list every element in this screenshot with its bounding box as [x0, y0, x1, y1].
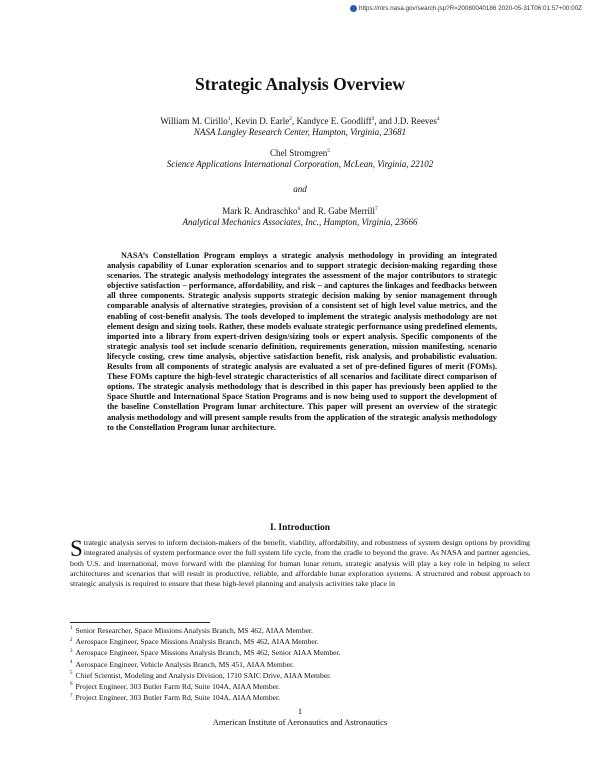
- footnote-text: Aerospace Engineer, Space Missions Analysis Branch, MS 462, Senior AIAA Member.: [75, 648, 341, 658]
- footnote-number: 6: [70, 682, 73, 688]
- author-separator: , and: [374, 116, 395, 126]
- footnote-number: 7: [70, 693, 73, 699]
- author-name: R. Gabe Merrill: [317, 206, 375, 216]
- author-line-2: [0, 148, 600, 158]
- affiliation-1: NASA Langley Research Center, Hampton, Virginia, 23681: [193, 127, 407, 137]
- footnote-text: Aerospace Engineer, Space Missions Analysis Branch, MS 462, AIAA Member.: [75, 637, 319, 647]
- paper-title: Strategic Analysis Overview: [195, 74, 405, 94]
- abstract: NASA’s Constellation Program employs a strategic analysis methodology in providing an integrated analysis capability of Lunar exploration scenarios and to support strategic decision-making regarding those scenarios. The strategic analysis methodology integrates the assessment of the major contributors to strategic objective satisfaction – performance, affordability, and risk – and captures the linkages and feedbacks between all three components. Strategic analysis supports strategic decision making by senior management through comparable analysis of alternative strategies, provision of a consistent set of high level value metrics, and the enabling of cost-benefit analysis. The tools developed to implement the strategic analysis methodology are not element design and sizing tools. Rather, these models evaluate strategic performance using predefined elements, imported into a library from expert-driven design/sizing tools or expert analysis. Specific components of the strategic analysis tool set include scenario definition, requirements generation, mission manifesting, scenario lifecycle costing, crew time analysis, objective satisfaction benefit, risk analysis, and probabilistic evaluation. Results from all components of strategic analysis are evaluated a set of pre-defined figures of merit (FOMs). These FOMs capture the high-level strategic characteristics of all scenarios and facilitate direct comparison of options. The strategic analysis methodology that is described in this paper has previously been applied to the Space Shuttle and International Space Station Programs and is now being used to support the development of the baseline Constellation Program lunar architecture. This paper will present an overview of the strategic analysis methodology and will present sample results from the application of the strategic analysis methodology to the Constellation Program lunar architecture.: [107, 251, 497, 432]
- author-separator: and: [300, 206, 318, 216]
- intro-paragraph: [70, 538, 530, 589]
- author-line-1: [0, 116, 600, 126]
- affiliation-2: Science Applications International Corporation, McLean, Virginia, 22102: [166, 159, 434, 169]
- author-separator: ,: [230, 116, 236, 126]
- author-name: J.D. Reeves: [394, 116, 437, 126]
- author-sup: 6: [297, 206, 301, 212]
- author-sup: 1: [227, 116, 231, 122]
- author-sup: 7: [374, 206, 378, 212]
- author-name: William M. Cirillo: [160, 116, 228, 126]
- author-separator: ,: [292, 116, 297, 126]
- footnote-text: Aerospace Engineer, Vehicle Analysis Branch, MS 451, AIAA Member.: [75, 659, 294, 669]
- footnote: [70, 625, 530, 636]
- affiliation-3: Analytical Mechanics Associates, Inc., Hampton, Virginia, 23666: [182, 217, 418, 227]
- author-name: Chel Stromgren: [270, 148, 328, 158]
- intro-text: trategic analysis serves to inform decision-makers of the benefit, viability, affordability, and robustness of system design options by providing integrated analysis of system performance over the full system life cycle, from the cradle to beyond the grave. As NASA and partner agencies, both U.S. and international, move forward with the planning for human lunar return, strategic analysis will play a key role in helping to select architectures and scenarios that will result in productive, reliable, and affordable lunar exploration systems. A structured and robust approach to strategic analysis is required to ensure that these high-level planning and analysis activities take place in: [70, 538, 530, 589]
- author-name: Mark R. Andraschko: [222, 206, 298, 216]
- author-sup: 5: [327, 148, 330, 154]
- footnote: [70, 659, 530, 670]
- ntrs-stamp-text: https://ntrs.nasa.gov/search.jsp?R=20080040186 2020-05-31T06:01:57+00:00Z: [359, 5, 582, 12]
- footnote: [70, 647, 530, 658]
- author-sup: 4: [436, 116, 440, 122]
- footnote-text: Chief Scientist, Modeling and Analysis Division, 1710 SAIC Drive, AIAA Member.: [75, 670, 332, 680]
- page-number: 1: [297, 706, 303, 716]
- footnote: [70, 670, 530, 681]
- footnote-number: 5: [70, 671, 73, 677]
- footnote-text: Project Engineer, 303 Butler Farm Rd, Suite 104A, AIAA Member.: [75, 682, 280, 692]
- footnote-text: Senior Researcher, Space Missions Analysis Branch, MS 462, AIAA Member.: [75, 626, 313, 635]
- and-word: and: [293, 184, 307, 194]
- footnote-rule: [70, 622, 210, 623]
- footnote-number: 2: [70, 637, 73, 643]
- author-line-3: [0, 206, 600, 216]
- footnote: [70, 692, 530, 703]
- section-heading: I. Introduction: [269, 523, 330, 533]
- footnote: [70, 636, 530, 647]
- footnote-text: Project Engineer, 303 Butler Farm Rd, Suite 104A, AIAA Member.: [75, 693, 280, 703]
- footnotes: [70, 625, 530, 703]
- author-sup: 3: [371, 116, 375, 122]
- author-sup: 2: [289, 116, 293, 122]
- author-name: Kandyce E. Goodliff: [296, 116, 372, 126]
- ntrs-stamp: [350, 5, 582, 12]
- footnote-number: 4: [70, 660, 73, 666]
- footnote: [70, 681, 530, 692]
- ntrs-logo-icon: [350, 5, 357, 12]
- drop-cap: S: [70, 536, 83, 561]
- footnote-number: 1: [70, 626, 73, 632]
- page-footer: American Institute of Aeronautics and Astronautics: [212, 717, 388, 727]
- footnote-number: 3: [70, 648, 73, 654]
- author-name: Kevin D. Earle: [235, 116, 290, 126]
